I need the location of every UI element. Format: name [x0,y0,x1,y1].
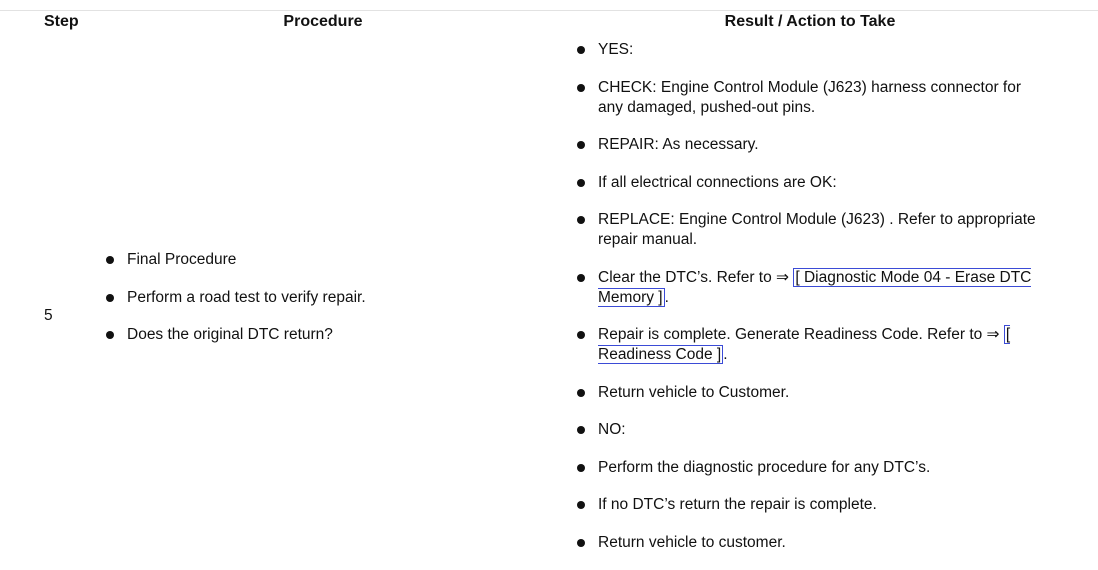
result-item-yes: YES: [576,40,1046,60]
header-result: Result / Action to Take [724,13,896,30]
clear-dtc-text: Clear the DTC’s. Refer to ⇒ [598,268,794,286]
procedure-list [105,250,525,363]
result-item-return-customer-2: Return vehicle to customer. [576,533,1046,553]
readiness-text: Repair is complete. Generate Readiness Code. Refer to ⇒ [598,326,1004,343]
procedure-item: Does the original DTC return? [105,325,525,345]
step-number: 5 [44,307,53,324]
result-item-if-no: If no DTC’s return the repair is complete. [576,495,1046,515]
result-item-return-customer: Return vehicle to Customer. [576,383,1046,403]
header-procedure: Procedure [283,13,363,30]
header-step: Step [44,13,79,30]
result-item-replace: REPLACE: Engine Control Module (J623) . Refer to appropriate repair manual. [576,210,1046,250]
result-item-no: NO: [576,420,1046,440]
top-divider [0,10,1098,11]
result-item-readiness [576,325,1046,365]
procedure-item: Perform a road test to verify repair. [105,288,525,308]
clear-dtc-period: . [664,288,669,306]
erase-dtc-memory-link[interactable]: [ Diagnostic Mode 04 - Erase DTC Memory ] [598,268,1032,306]
readiness-code-link[interactable]: [ Readiness Code ] [598,326,1011,363]
result-list [576,40,1046,570]
procedure-item: Final Procedure [105,250,525,270]
result-item-repair: REPAIR: As necessary. [576,135,1046,155]
result-item-perform: Perform the diagnostic procedure for any DTC’s. [576,458,1046,478]
result-item-clear-dtc [576,268,1046,308]
result-item-if-ok: If all electrical connections are OK: [576,173,1046,193]
result-item-check: CHECK: Engine Control Module (J623) harness connector for any damaged, pushed-out pins. [576,78,1046,118]
readiness-period: . [723,346,728,363]
